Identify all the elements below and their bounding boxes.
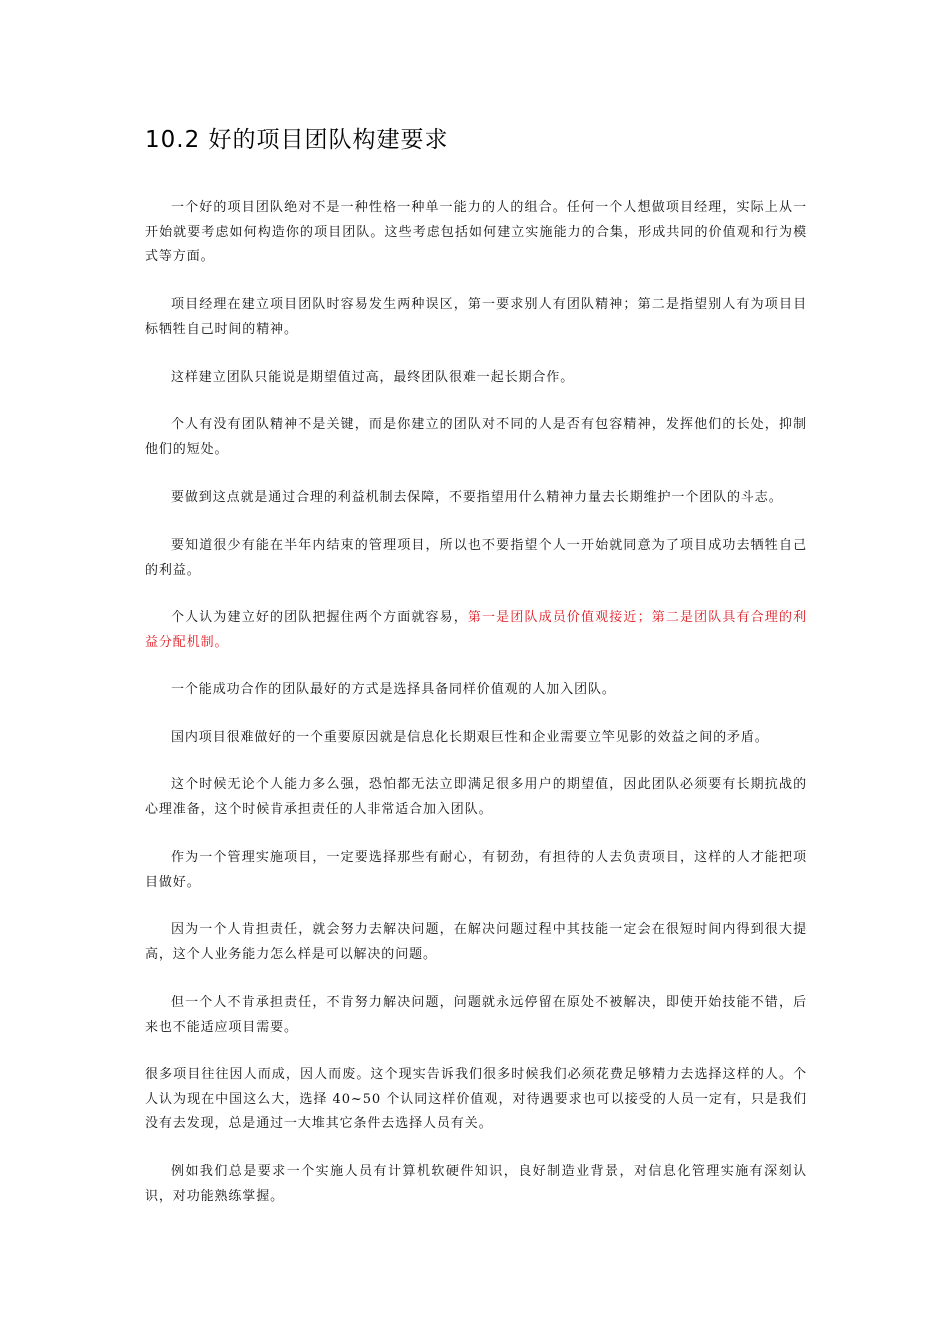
paragraph-11: 作为一个管理实施项目，一定要选择那些有耐心，有韧劲，有担待的人去负责项目，这样的人才能把项目做好。 bbox=[145, 850, 807, 890]
paragraph-14: 很多项目往往因人而成，因人而废。这个现实告诉我们很多时候我们必须花费足够精力去选择这样的人。个人认为现在中国这么大，选择 40~50 个认同这样价值观，对待遇要求也可以接受的人员一定有，只是我们没有去发现，总是通过一大堆其它条件去选择人员有关。 bbox=[145, 1067, 807, 1131]
paragraph-8: 一个能成功合作的团队最好的方式是选择具备同样价值观的人加入团队。 bbox=[171, 682, 616, 697]
paragraph-3: 这样建立团队只能说是期望值过高，最终团队很难一起长期合作。 bbox=[171, 370, 575, 385]
paragraph-7 bbox=[145, 606, 807, 655]
paragraph-2: 项目经理在建立项目团队时容易发生两种误区，第一要求别人有团队精神；第二是指望别人有为项目目标牺牲自己时间的精神。 bbox=[145, 297, 807, 337]
paragraph-15: 例如我们总是要求一个实施人员有计算机软硬件知识，良好制造业背景，对信息化管理实施有深刻认识，对功能熟练掌握。 bbox=[145, 1164, 807, 1204]
paragraph-12: 因为一个人肯担责任，就会努力去解决问题，在解决问题过程中其技能一定会在很短时间内得到很大提高，这个人业务能力怎么样是可以解决的问题。 bbox=[145, 922, 807, 962]
paragraph-9: 国内项目很难做好的一个重要原因就是信息化长期艰巨性和企业需要立竿见影的效益之间的矛盾。 bbox=[171, 730, 769, 745]
paragraph-7-text: 个人认为建立好的团队把握住两个方面就容易， bbox=[171, 610, 468, 625]
section-title: 10.2 好的项目团队构建要求 bbox=[145, 127, 449, 153]
paragraph-13: 但一个人不肯承担责任，不肯努力解决问题，问题就永远停留在原处不被解决，即使开始技能不错，后来也不能适应项目需要。 bbox=[145, 995, 807, 1035]
paragraph-1: 一个好的项目团队绝对不是一种性格一种单一能力的人的组合。任何一个人想做项目经理，实际上从一开始就要考虑如何构造你的项目团队。这些考虑包括如何建立实施能力的合集，形成共同的价值观和行为模式等方面。 bbox=[145, 200, 807, 264]
paragraph-7-highlight: 第一是团队成员价值观接近；第二是团队具有合理的利益分配机制。 bbox=[145, 610, 807, 650]
paragraph-5: 要做到这点就是通过合理的利益机制去保障，不要指望用什么精神力量去长期维护一个团队的斗志。 bbox=[171, 490, 783, 505]
paragraph-4: 个人有没有团队精神不是关键，而是你建立的团队对不同的人是否有包容精神，发挥他们的长处，抑制他们的短处。 bbox=[145, 417, 807, 457]
paragraph-6: 要知道很少有能在半年内结束的管理项目，所以也不要指望个人一开始就同意为了项目成功去牺牲自己的利益。 bbox=[145, 538, 807, 578]
paragraph-10: 这个时候无论个人能力多么强，恐怕都无法立即满足很多用户的期望值，因此团队必须要有长期抗战的心理准备，这个时候肯承担责任的人非常适合加入团队。 bbox=[145, 777, 807, 817]
